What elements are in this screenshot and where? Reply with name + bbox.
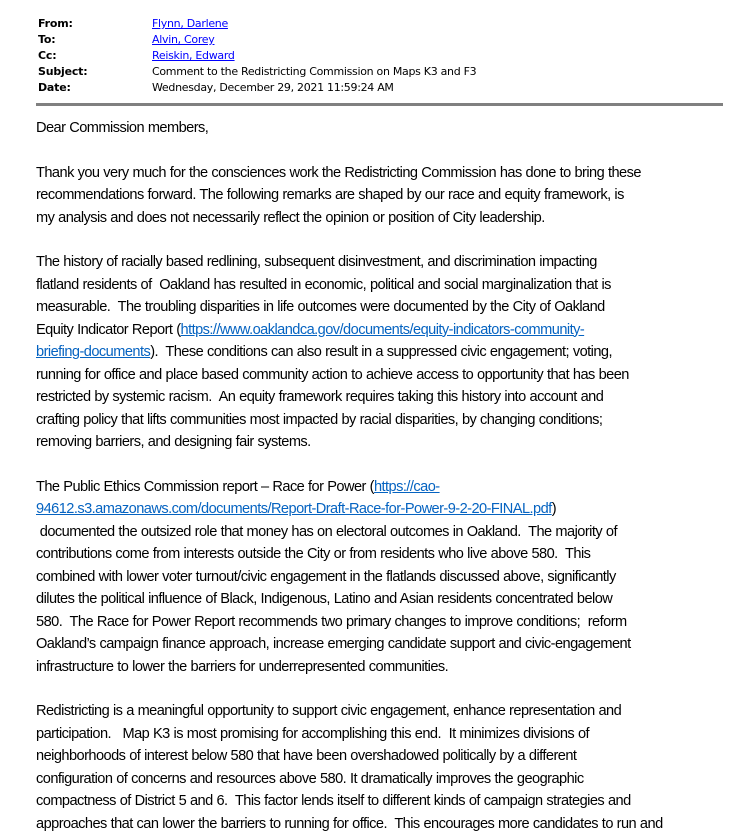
date-value: Wednesday, December 29, 2021 11:59:24 AM bbox=[152, 80, 394, 96]
email-header bbox=[38, 16, 476, 96]
to-label: To: bbox=[38, 32, 152, 48]
paragraph-line: documented the outsized role that money has on electoral outcomes in Oakland. The majority of bbox=[36, 521, 751, 544]
paragraph-line: removing barriers, and designing fair systems. bbox=[36, 431, 751, 454]
paragraph-gap bbox=[36, 454, 751, 476]
cc-row bbox=[38, 48, 476, 64]
paragraph-line: dilutes the political influence of Black, Indigenous, Latino and Asian residents concentrated below bbox=[36, 588, 751, 611]
paragraph-line bbox=[36, 476, 751, 499]
cc-recipient-link[interactable]: Reiskin, Edward bbox=[152, 48, 235, 64]
text-segment: Equity Indicator Report ( bbox=[36, 322, 181, 338]
text-segment: ). These conditions can also result in a suppressed civic engagement; voting, bbox=[150, 344, 612, 360]
subject-row bbox=[38, 64, 476, 80]
paragraph-line: compactness of District 5 and 6. This factor lends itself to different kinds of campaign strategies and bbox=[36, 790, 751, 813]
equity-report-link-continued[interactable]: briefing-documents bbox=[36, 344, 150, 360]
text-segment: The Public Ethics Commission report – Race for Power ( bbox=[36, 479, 374, 495]
race-for-power-link-continued[interactable]: 94612.s3.amazonaws.com/documents/Report-Draft-Race-for-Power-9-2-20-FINAL.pdf bbox=[36, 501, 552, 517]
paragraph-line: my analysis and does not necessarily reflect the opinion or position of City leadership. bbox=[36, 207, 751, 230]
paragraph-intro bbox=[36, 162, 751, 230]
paragraph-line: participation. Map K3 is most promising for accomplishing this end. It minimizes divisions of bbox=[36, 723, 751, 746]
paragraph-line bbox=[36, 341, 751, 364]
cc-label: Cc: bbox=[38, 48, 152, 64]
text-segment: ) bbox=[552, 501, 556, 517]
paragraph-line: Redistricting is a meaningful opportunity to support civic engagement, enhance representation and bbox=[36, 700, 751, 723]
subject-label: Subject: bbox=[38, 64, 152, 80]
paragraph-line: crafting policy that lifts communities most impacted by racial disparities, by changing conditions; bbox=[36, 409, 751, 432]
paragraph-gap bbox=[36, 140, 751, 162]
paragraph-line: Oakland’s campaign finance approach, increase emerging candidate support and civic-engagement bbox=[36, 633, 751, 656]
equity-report-link[interactable]: https://www.oaklandca.gov/documents/equity-indicators-community- bbox=[181, 322, 585, 338]
paragraph-line: Thank you very much for the consciences work the Redistricting Commission has done to bring these bbox=[36, 162, 751, 185]
paragraph-line: contributions come from interests outside the City or from residents who live above 580. This bbox=[36, 543, 751, 566]
paragraph-history bbox=[36, 251, 751, 454]
email-body bbox=[36, 117, 751, 835]
paragraph-race-for-power bbox=[36, 476, 751, 679]
to-row bbox=[38, 32, 476, 48]
from-label: From: bbox=[38, 16, 152, 32]
paragraph-line bbox=[36, 319, 751, 342]
race-for-power-link[interactable]: https://cao- bbox=[374, 479, 440, 495]
paragraph-line: infrastructure to lower the barriers for underrepresented communities. bbox=[36, 656, 751, 679]
paragraph-line: neighborhoods of interest below 580 that have been overshadowed politically by a different bbox=[36, 745, 751, 768]
paragraph-line: restricted by systemic racism. An equity framework requires taking this history into account and bbox=[36, 386, 751, 409]
header-divider bbox=[36, 103, 723, 106]
greeting: Dear Commission members, bbox=[36, 117, 751, 140]
paragraph-line: running for office and place based community action to achieve access to opportunity that has been bbox=[36, 364, 751, 387]
paragraph-line: The history of racially based redlining, subsequent disinvestment, and discrimination impacting bbox=[36, 251, 751, 274]
paragraph-line: combined with lower voter turnout/civic engagement in the flatlands discussed above, significantly bbox=[36, 566, 751, 589]
from-row bbox=[38, 16, 476, 32]
paragraph-line: 580. The Race for Power Report recommends two primary changes to improve conditions; reform bbox=[36, 611, 751, 634]
paragraph-redistricting bbox=[36, 700, 751, 835]
to-recipient-link[interactable]: Alvin, Corey bbox=[152, 32, 214, 48]
paragraph-gap bbox=[36, 229, 751, 251]
date-row bbox=[38, 80, 476, 96]
date-label: Date: bbox=[38, 80, 152, 96]
paragraph-gap bbox=[36, 678, 751, 700]
from-sender-link[interactable]: Flynn, Darlene bbox=[152, 16, 228, 32]
paragraph-line: configuration of concerns and resources above 580. It dramatically improves the geographic bbox=[36, 768, 751, 791]
paragraph-line: recommendations forward. The following remarks are shaped by our race and equity framework, is bbox=[36, 184, 751, 207]
paragraph-line: flatland residents of Oakland has resulted in economic, political and social marginalization that is bbox=[36, 274, 751, 297]
paragraph-line: approaches that can lower the barriers to running for office. This encourages more candidates to run and bbox=[36, 813, 751, 835]
paragraph-line: measurable. The troubling disparities in life outcomes were documented by the City of Oakland bbox=[36, 296, 751, 319]
subject-value: Comment to the Redistricting Commission on Maps K3 and F3 bbox=[152, 64, 476, 80]
paragraph-line bbox=[36, 498, 751, 521]
